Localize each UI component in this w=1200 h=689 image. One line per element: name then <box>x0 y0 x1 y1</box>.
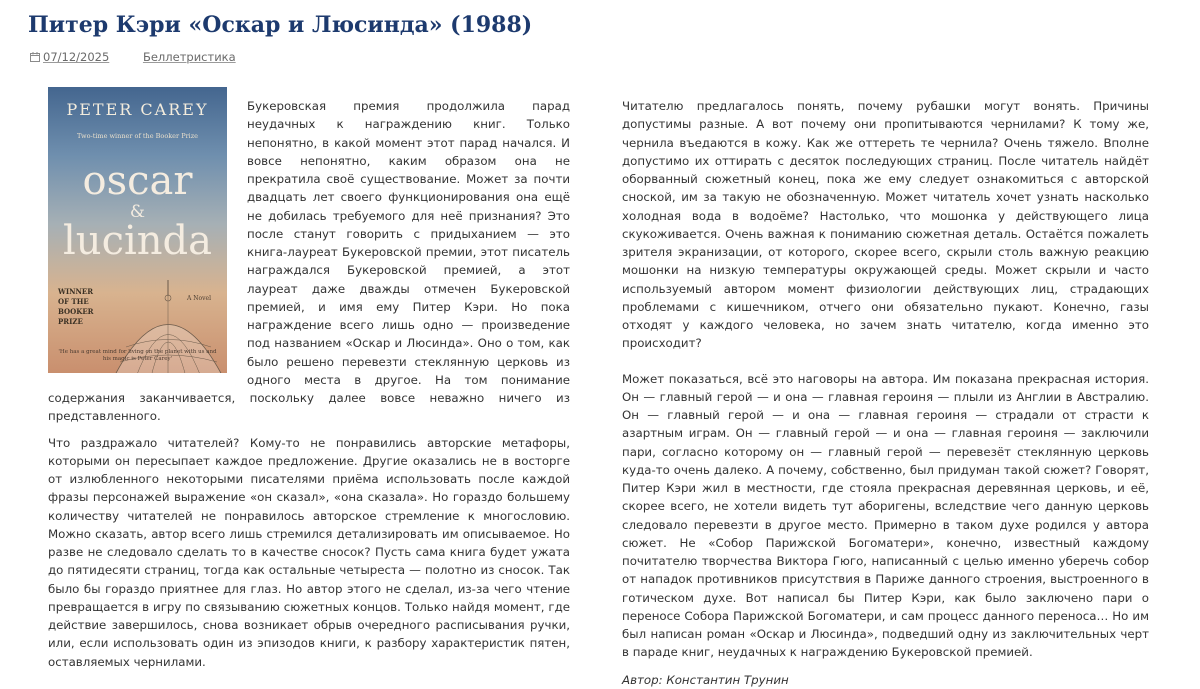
post-meta <box>30 50 236 64</box>
cover-booker-badge: WINNER OF THE BOOKER PRIZE <box>58 287 94 326</box>
cover-subtitle: Two-time winner of the Booker Prize <box>76 132 199 140</box>
author-signature: Автор: Константин Трунин <box>622 672 789 687</box>
paragraph-4: Может показаться, всё это наговоры на автора. Им показана прекрасная история. Он — главный герой — и она — главная героиня — плыли из Англии в Австралию. Он — главный герой — и она — главная героиня — страдали от страсти к азартным играм. Он — главный герой — и она — главная героиня — заключили пари, согласно которому он — главный герой — перевезёт стеклянную церковь куда-то очень далеко. А почему, собственно, был придуман такой сюжет? Говорят, Питер Кэри жил в местности, где стояла прекрасная деревянная церковь, и её, скорее всего, не хотели видеть тут аборигены, вследствие чего данную церковь следовало перевезти в другое место. Примерно в таком духе родился у автора сюжет. Не «Собор Парижской Богоматери», конечно, известный каждому почитателю творчества Виктора Гюго, написанный с целью именно уберечь собор от нападок противников присутствия в Париже данного строения, выстроенного в готическом духе. Вот написал бы Питер Кэри, как было заключено пари о переносе Собора Парижской Богоматери, и сам процесс данного переноса… Но им был написан роман «Оскар и Люсинда», подведший одну из заключительных черт в параде книг, неудачных к награждению Букеровской премией. <box>622 371 1149 660</box>
post-date-link[interactable]: 07/12/2025 <box>43 50 110 64</box>
cover-novel-label: A Novel <box>187 295 211 302</box>
cover-title-lucinda: lucinda <box>63 218 212 264</box>
calendar-icon <box>30 52 40 62</box>
cover-author: PETER CAREY <box>66 100 209 119</box>
column-left <box>48 97 570 671</box>
cover-ampersand: & <box>129 202 146 222</box>
paragraph-2: Что раздражало читателей? Кому-то не понравились авторские метафоры, которыми он пересыпает каждое предложение. Другие оказались не в восторге от излюбленного некоторыми писателями приёма использовать после каждой фразы персонажей выражение «он сказал», «она сказала». Но гораздо большему количеству читателей не понравилось авторское стремление к многословию. Можно сказать, автор всего лишь стремился детализировать им описываемое. Но разве не следовало сделать то в качестве сносок? Пусть сама книга будет ужата до пятидесяти страниц, тогда как остальные четыреста — полотно из сносок. Так было бы гораздо приятнее для глаз. Но автор этого не сделал, из-за чего чтение превращается в игру по связыванию сюжетных концов. Только найдя момент, где действие завершилось, снова возникает обрыв очередного расписывания ручки, или, если использовать один из эпизодов книги, к разбору характеристик пятен, оставляемых чернилами. <box>48 435 570 669</box>
category-link[interactable]: Беллетристика <box>142 50 236 64</box>
paragraph-1: Букеровская премия продолжила парад неудачных к награждению книг. Только непонятно, в какой момент этот парад начался. И вовсе непонятно, каким образом она не прекратила своё существование. Может за почти двадцать лет своего функционирования она ещё не добилась требуемого для неё признания? Это после станут говорить с придыханием — это книга-лауреат Букеровской премии, этот писатель награждался Букеровской премией, а этот лауреат даже дважды отмечен Букеровской премией, и имя ему Питер Кэри. Но пока награждение всего лишь одно — произведение под названием «Оскар и Люсинда». Оно о том, как было решено перевезти стеклянную церковь из одного места в другое. На том понимание содержания заканчивается, поскольку далее вовсе неважно ничего из представленного. <box>48 99 570 424</box>
cover-title-oscar: oscar <box>82 158 193 204</box>
paragraph-3: Читателю предлагалось понять, почему рубашки могут вонять. Причины допустимы разные. А вот почему они пропитываются чернилами? К тому же, чернила въедаются в кожу. Как же оттереть те чернила? Очень тяжело. Вполне допустимо их оттирать с десяток последующих страниц. После читатель найдёт оборванный сюжетный конец, пока же ему следует ознакомиться с авторской сноской, им за такую не обозначенную. Может читатель хочет узнать насколько холодная вода в водоёме? Настолько, что мошонка у действующего лица скукоживается. Очень важная к пониманию сюжетная деталь. Остаётся пожалеть зрителя экранизации, от которого, скорее всего, скрыли столь важную реакцию мошонки на низкую температуры окружающей среды. Может скрыли и часто используемый автором момент физиологии действующих лиц, страдающих проблемами с кишечником, отчего они обязательно пукают. Конечно, газы отходят у каждого человека, но зачем знать читателю, когда именно это происходит? <box>622 99 1149 351</box>
cover-quote: 'He has a great mind for living on the planet with us and his magic is Peter Carey' <box>58 349 217 362</box>
article-title: Питер Кэри «Оскар и Люсинда» (1988) <box>28 12 533 38</box>
column-right <box>622 97 1149 689</box>
book-cover <box>48 87 227 373</box>
